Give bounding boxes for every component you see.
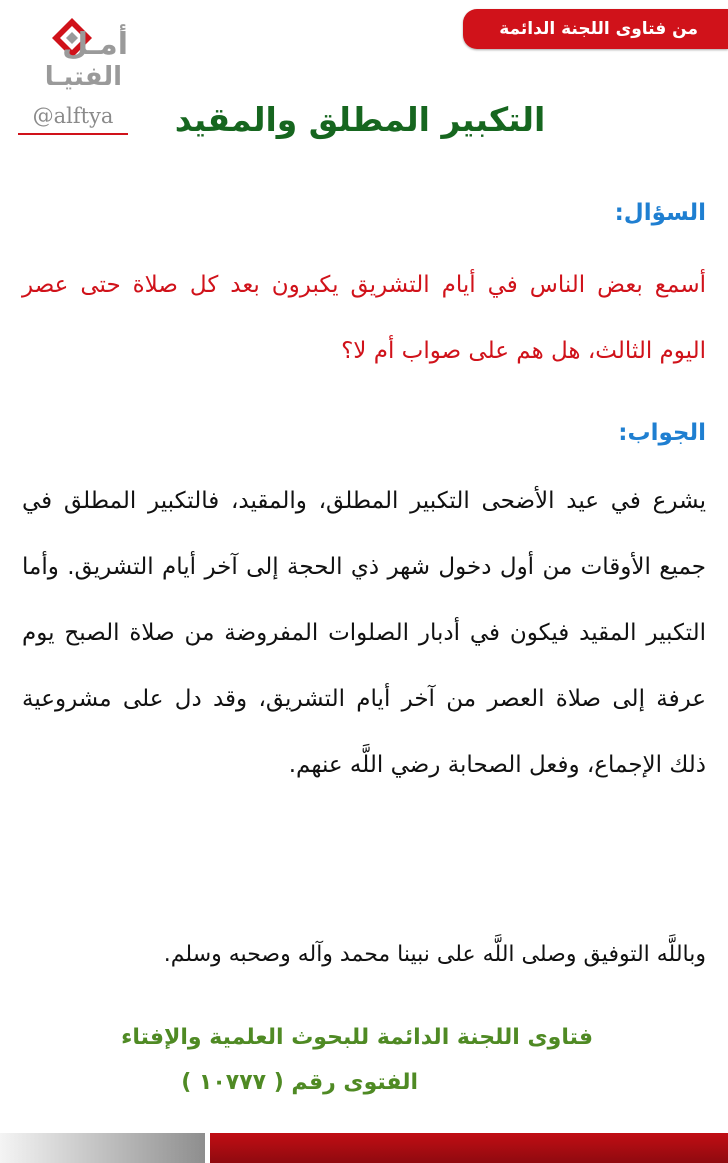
source-line-2: الفتوى رقم ( ١٠٧٧٧ ) <box>181 1070 418 1095</box>
question-label: السؤال: <box>614 200 706 226</box>
site-logo <box>14 8 130 138</box>
logo-handle: @alftya <box>32 104 114 128</box>
logo-word-top: أمـل <box>62 27 128 62</box>
closing-text: وباللَّه التوفيق وصلى اللَّه على نبينا محمد وآله وصحبه وسلم. <box>163 942 706 967</box>
source-line-1: فتاوى اللجنة الدائمة للبحوث العلمية والإفتاء <box>121 1025 593 1050</box>
answer-label: الجواب: <box>618 420 706 446</box>
source-banner <box>463 9 728 49</box>
banner-text: من فتاوى اللجنة الدائمة <box>499 19 698 39</box>
logo-underline <box>18 133 128 135</box>
footer-bar-red <box>210 1133 728 1163</box>
answer-text: يشرع في عيد الأضحى التكبير المطلق، والمقيد، فالتكبير المطلق في جميع الأوقات من أول دخول شهر ذي الحجة إلى آخر أيام التشريق. وأما التكبير المقيد فيكون في أدبار الصلوات المفروضة من صلاة الصبح يوم عرفة إلى صلاة العصر من آخر أيام التشريق، وقد دل على مشروعية ذلك الإجماع، وفعل الصحابة رضي اللَّه عنهم. <box>22 488 706 778</box>
footer-bar-gray <box>0 1133 205 1163</box>
logo-word-bottom: الفتيـا <box>44 62 122 92</box>
question-text: أسمع بعض الناس في أيام التشريق يكبرون بعد كل صلاة حتى عصر اليوم الثالث، هل هم على صواب أم لا؟ <box>22 272 706 364</box>
page-title: التكبير المطلق والمقيد <box>174 100 546 139</box>
